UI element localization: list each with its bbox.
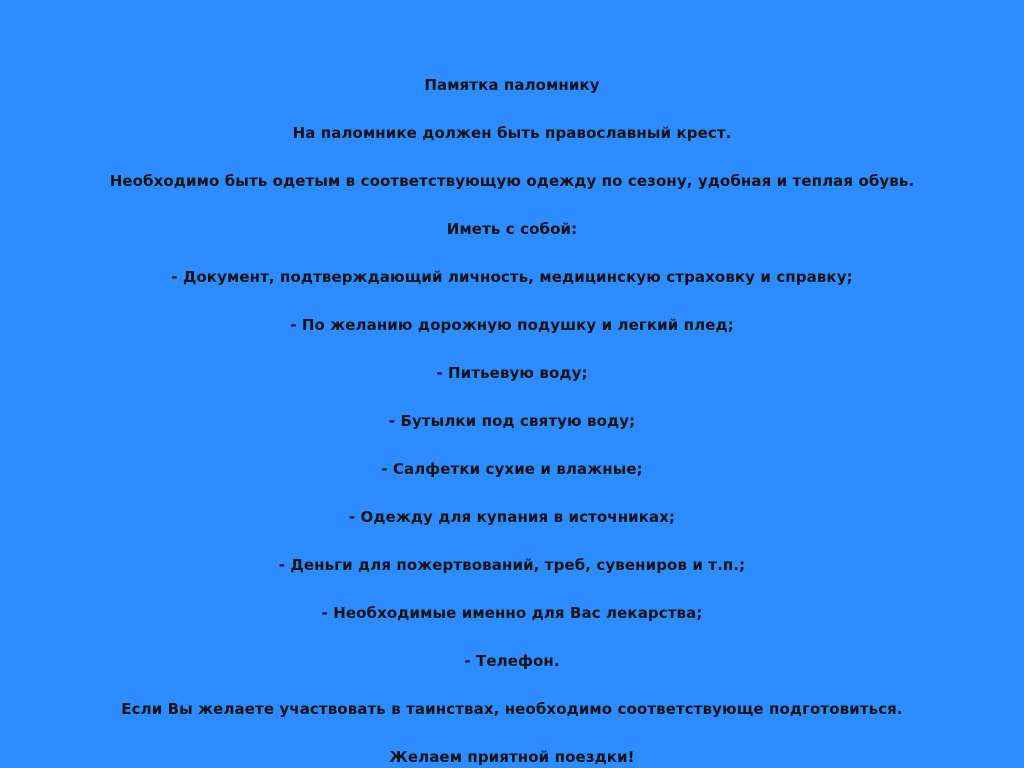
checklist-heading: Иметь с собой: [446, 220, 578, 238]
farewell-text: Желаем приятной поездки! [389, 748, 635, 766]
checklist-item-document: - Документ, подтверждающий личность, медицинскую страховку и справку; [171, 268, 853, 286]
checklist-item-pillow: - По желанию дорожную подушку и легкий плед; [290, 316, 734, 334]
checklist-item-swimwear: - Одежду для купания в источниках; [348, 508, 676, 526]
memo-title: Памятка паломнику [424, 76, 600, 94]
cross-note: На паломнике должен быть православный крест. [292, 124, 732, 142]
checklist-item-money: - Деньги для пожертвований, треб, сувениров и т.п.; [278, 556, 746, 574]
checklist-item-medicine: - Необходимые именно для Вас лекарства; [321, 604, 703, 622]
checklist-item-napkins: - Салфетки сухие и влажные; [381, 460, 643, 478]
checklist-item-phone: - Телефон. [464, 652, 560, 670]
checklist-item-bottles: - Бутылки под святую воду; [388, 412, 636, 430]
sacraments-note: Если Вы желаете участвовать в таинствах, необходимо соответствующе подготовиться. [121, 700, 903, 718]
checklist-item-water: - Питьевую воду; [436, 364, 588, 382]
clothing-note: Необходимо быть одетым в соответствующую одежду по сезону, удобная и теплая обувь. [109, 172, 915, 190]
